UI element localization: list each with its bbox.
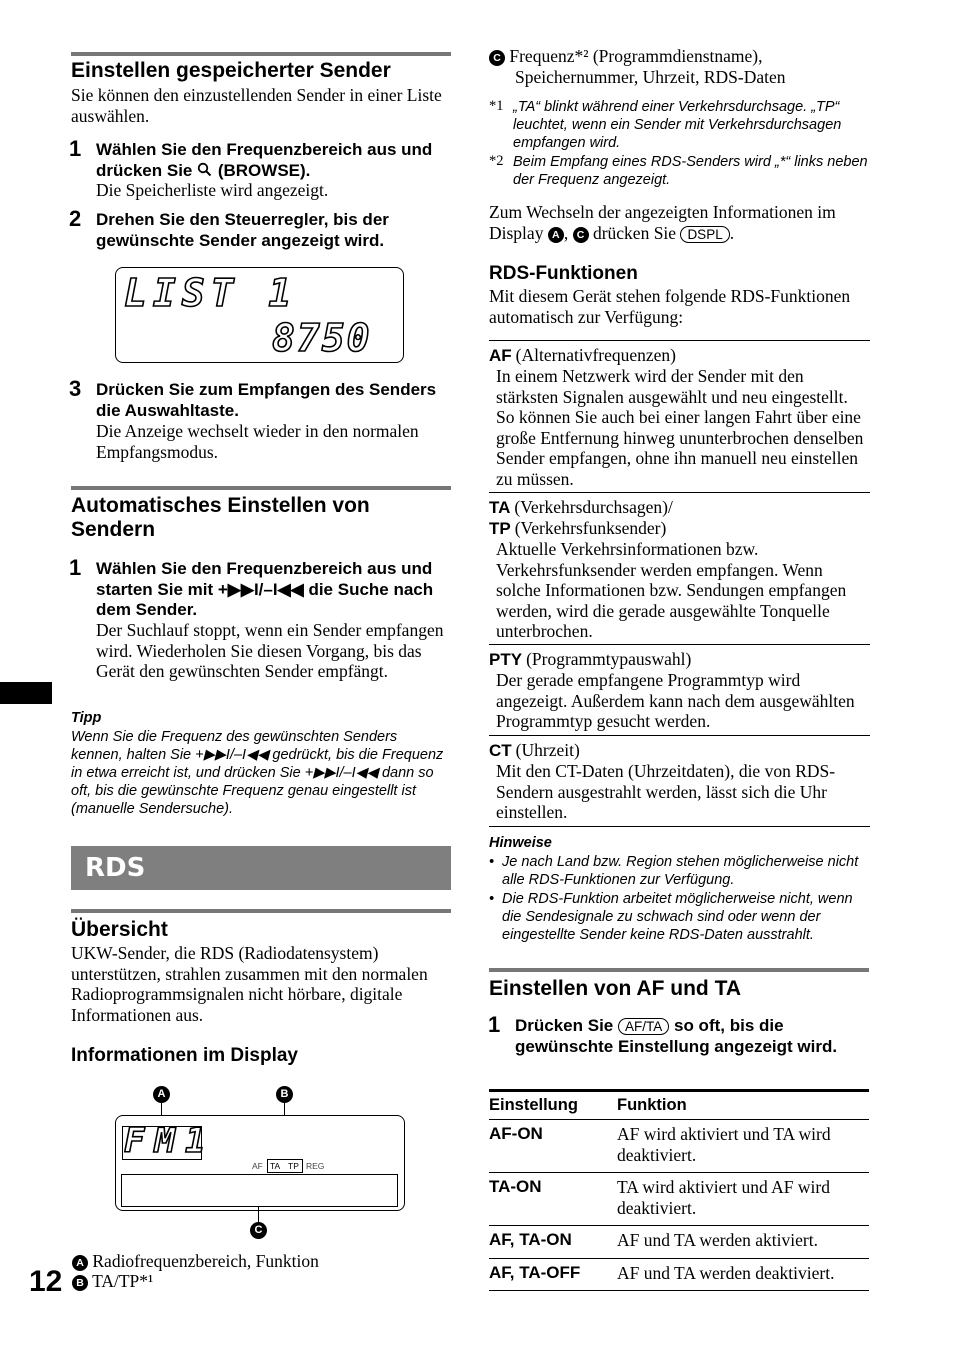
step-text-part: Drücken Sie: [515, 1016, 614, 1035]
table-cell-function: AF und TA werden aktiviert.: [617, 1226, 869, 1259]
notes-title: Hinweise: [489, 835, 552, 851]
function-item-af: [489, 340, 870, 489]
section-intro: Sie können den einzustellenden Sender in einer Liste auswählen.: [71, 85, 442, 126]
section-title-overview: Übersicht: [71, 918, 168, 941]
legend-a: [72, 1251, 452, 1272]
callout-c-icon: C: [489, 50, 505, 66]
function-header: [489, 518, 870, 539]
legend-b-text: TA/TP*¹: [92, 1271, 154, 1291]
step-number: 2: [69, 206, 82, 231]
footnote-mark: *1: [489, 98, 504, 114]
tip-title: Tipp: [71, 710, 102, 726]
section-title-auto-tuning: Automatisches Einstellen von Sendern: [71, 494, 370, 541]
table-cell-function: TA wird aktiviert und AF wird deaktiviert.: [617, 1173, 869, 1226]
note-item: Je nach Land bzw. Region stehen möglicherweise nicht alle RDS-Funktionen zur Verfügung.: [502, 854, 859, 888]
step-instruction: [96, 140, 451, 183]
function-name: (Verkehrsdurchsagen)/: [514, 497, 673, 517]
callout-a-icon: A: [72, 1255, 88, 1271]
page-number: 12: [29, 1265, 63, 1298]
lcd-line-1: LIST 1: [124, 271, 298, 315]
section-rule: [71, 486, 451, 490]
function-name: (Programmtypauswahl): [526, 649, 692, 669]
function-name: (Alternativfrequenzen): [515, 345, 677, 365]
table-header-setting: Einstellung: [489, 1091, 617, 1120]
function-header: [489, 649, 870, 670]
lcd-display-fm: [115, 1115, 405, 1211]
lcd-info-box: [121, 1174, 398, 1207]
note-bullet: •: [489, 891, 495, 907]
subsection-title-rds-functions: RDS-Funktionen: [489, 263, 638, 284]
step-text-part: (BROWSE).: [217, 160, 311, 180]
section-rule: [71, 909, 451, 913]
table-row: [489, 1258, 869, 1291]
legend-c-text-1: Frequenz*² (Programmdienstname),: [509, 46, 763, 66]
rds-intro: Mit diesem Gerät stehen folgende RDS-Funktionen automatisch zur Verfügung:: [489, 286, 851, 327]
function-item-ct: [489, 735, 870, 823]
rds-banner-text: RDS: [85, 853, 146, 883]
af-ta-button-label: AF/TA: [618, 1018, 669, 1035]
section-title-stored-stations: Einstellen gespeicherter Sender: [71, 59, 391, 82]
note-bullet: •: [489, 854, 495, 870]
lcd-label-tp: TP: [288, 1161, 299, 1171]
table-header-row: [489, 1091, 869, 1120]
function-name: (Uhrzeit): [515, 740, 580, 760]
footnote-2: Beim Empfang eines RDS-Senders wird „*“ links neben der Frequenz angezeigt.: [513, 154, 868, 188]
tip-text: Wenn Sie die Frequenz des gewünschten Senders kennen, halten Sie +▶▶I/–I◀◀ gedrückt, bis die Frequenz in etwa erreicht ist, und drücken Sie +▶▶I/–I◀◀ dann so oft, bis die gewünschte Frequenz genau eingestellt ist (manuelle Sendersuche).: [71, 729, 444, 817]
footnote-1: „TA“ blinkt während einer Verkehrsdurchsage. „TP“ leuchtet, wenn ein Sender mit Verkehrsdurchsagen empfangen wird.: [513, 99, 842, 151]
section-rule: [71, 52, 451, 56]
table-row: [489, 1226, 869, 1259]
section-rule: [489, 968, 869, 972]
note-item: Die RDS-Funktion arbeitet möglicherweise nicht, wenn die Sendesignale zu schwach sind oder wenn der eingestellte Sender keine RDS-Daten ausstrahlt.: [502, 891, 853, 943]
step-number: 1: [69, 555, 82, 580]
function-key: AF: [489, 346, 512, 365]
function-list-bottom-rule: [489, 826, 870, 827]
table-row: [489, 1173, 869, 1226]
display-switch-part: drücken Sie: [592, 222, 677, 243]
step-text-part: so oft, bis die gewünschte Einstellung angezeigt wird.: [515, 1016, 838, 1056]
function-header: [489, 740, 870, 761]
step-body: Die Speicherliste wird angezeigt.: [96, 180, 329, 200]
function-key: TP: [489, 519, 511, 538]
legend-b: [72, 1271, 452, 1292]
callout-b-icon: B: [72, 1275, 88, 1291]
callout-c-icon: C: [250, 1222, 267, 1239]
function-header: [489, 497, 870, 518]
display-switch-text: Zum Wechseln der angezeigten Informationen im Display A , C drücken Sie DSPL .: [489, 202, 836, 243]
legend-c-text-2: Speichernummer, Uhrzeit, RDS-Daten: [515, 67, 786, 87]
footnote-mark: *2: [489, 153, 504, 169]
callout-c-line: [258, 1207, 259, 1223]
step-instruction: Drücken Sie zum Empfangen des Senders die Auswahltaste.: [96, 380, 437, 420]
lcd-display-list: [115, 267, 404, 363]
table-row: [489, 1120, 869, 1173]
table-cell-setting: AF, TA-ON: [489, 1226, 617, 1259]
step-number: 3: [69, 376, 82, 401]
function-item-ta-tp: [489, 492, 870, 642]
overview-text: UKW-Sender, die RDS (Radiodatensystem) unterstützen, strahlen zusammen mit den normalen Radioprogrammsignalen nicht hörbare, digitale Informationen aus.: [71, 943, 428, 1025]
function-body: Der gerade empfangene Programmtyp wird angezeigt. Außerdem kann nach dem ausgewählten Programmtyp gesucht werden.: [496, 670, 855, 731]
step-body: Die Anzeige wechselt wieder in den normalen Empfangsmodus.: [96, 421, 419, 462]
table-cell-function: AF und TA werden deaktiviert.: [617, 1258, 869, 1291]
function-header: [489, 345, 870, 366]
callout-a-icon: A: [153, 1086, 170, 1103]
callout-c-icon: C: [573, 227, 589, 243]
function-body: Aktuelle Verkehrsinformationen bzw. Verkehrsfunksender werden empfangen. Wenn solche Informationen bzw. Sendungen empfangen werden, wird die gerade ausgewählte Tonquelle unterbrochen.: [496, 539, 847, 641]
function-name: (Verkehrsfunksender): [514, 518, 667, 538]
display-switch-part: Zum Wechseln der angezeigten Informationen im Display: [489, 202, 836, 243]
lcd-line-2: 8750: [272, 316, 372, 360]
legend-a-text: Radiofrequenzbereich, Funktion: [92, 1251, 319, 1271]
function-key: PTY: [489, 650, 523, 669]
table-cell-function: AF wird aktiviert und TA wird deaktiviert.: [617, 1120, 869, 1173]
table-cell-setting: AF-ON: [489, 1120, 617, 1173]
side-tab-marker: [0, 682, 52, 704]
dspl-button-label: DSPL: [680, 226, 729, 243]
table-cell-setting: AF, TA-OFF: [489, 1258, 617, 1291]
step-body: Der Suchlauf stoppt, wenn ein Sender empfangen wird. Wiederholen Sie diesen Vorgang, bis das Gerät den gewünschten Sender empfängt.: [96, 620, 444, 681]
lcd-band-text: FM1: [124, 1121, 216, 1161]
table-cell-setting: TA-ON: [489, 1173, 617, 1226]
step-instruction: Wählen Sie den Frequenzbereich aus und starten Sie mit +▶▶I/–I◀◀ die Suche nach dem Sender.: [96, 559, 434, 619]
subsection-title-display-info: Informationen im Display: [71, 1045, 298, 1066]
function-key: TA: [489, 498, 511, 517]
lcd-label-ta: TA: [270, 1161, 281, 1171]
step-number: 1: [488, 1012, 501, 1037]
callout-a-icon: A: [548, 227, 564, 243]
legend-c: [489, 46, 869, 67]
lcd-label-af: AF: [252, 1161, 263, 1171]
lcd-label-reg: REG: [306, 1161, 325, 1171]
function-body: In einem Netzwerk wird der Sender mit den stärksten Signalen ausgewählt und neu eingestellt. So können Sie auch bei einer langen Fahrt über eine große Entfernung hinweg ununterbrochen denselben Sender empfangen, ohne ihn manuell neu einstellen zu müssen.: [496, 366, 864, 489]
section-title-af-ta: Einstellen von AF und TA: [489, 977, 741, 1000]
step-instruction: [515, 1016, 855, 1057]
function-item-pty: [489, 644, 870, 732]
step-instruction: Drehen Sie den Steuerregler, bis der gewünschte Sender angezeigt wird.: [96, 210, 389, 250]
function-body: Mit den CT-Daten (Uhrzeitdaten), die von RDS-Sendern ausgestrahlt werden, lässt sich die Uhr einstellen.: [496, 761, 836, 822]
table-header-function: Funktion: [617, 1091, 869, 1120]
settings-table: [489, 1089, 869, 1291]
step-number: 1: [69, 136, 82, 161]
callout-b-icon: B: [276, 1086, 293, 1103]
step-text-part: Wählen Sie den Frequenzbereich aus und drücken Sie: [96, 140, 433, 180]
rds-banner: [71, 846, 451, 890]
function-key: CT: [489, 741, 512, 760]
